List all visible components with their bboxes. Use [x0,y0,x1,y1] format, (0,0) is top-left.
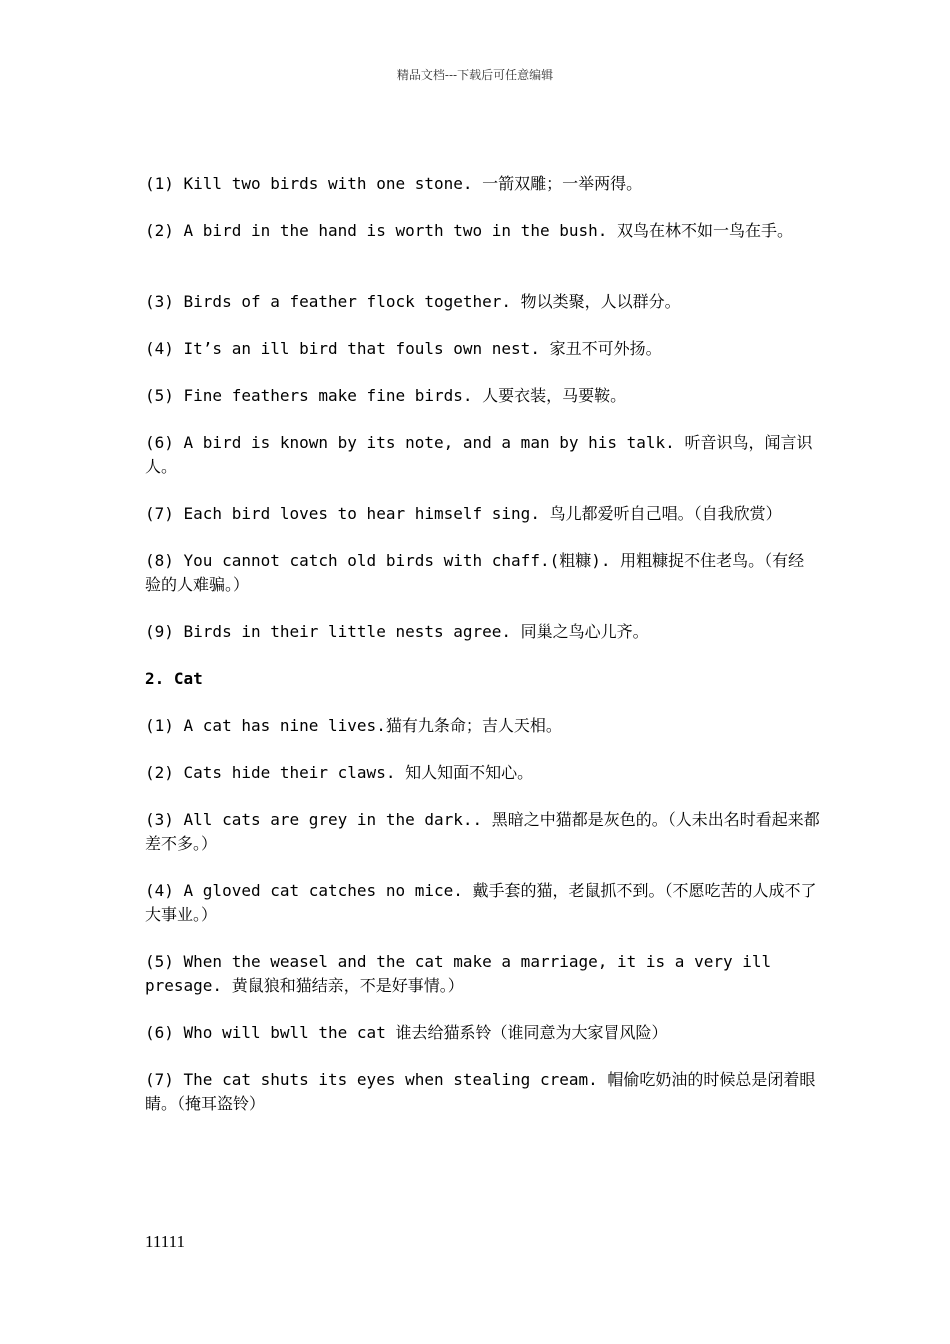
proverb-item: (1) A cat has nine lives.猫有九条命；吉人天相。 [145,716,562,735]
document-body [145,172,820,1139]
proverb-item: (6) Who will bwll the cat 谁去给猫系铃（谁同意为大家冒风险） [145,1023,668,1042]
proverb-item: (2) A bird in the hand is worth two in the bush. 双鸟在林不如一鸟在手。 [145,221,794,240]
proverb-item: (4) A gloved cat catches no mice. 戴手套的猫，老鼠抓不到。（不愿吃苦的人成不了大事业。） [145,881,817,924]
proverb-item: (3) All cats are grey in the dark.. 黑暗之中猫都是灰色的。（人未出名时看起来都差不多。） [145,810,820,853]
proverb-item: (5) Fine feathers make fine birds. 人要衣装，马要鞍。 [145,386,627,405]
proverb-item: (1) Kill two birds with one stone. 一箭双雕；一举两得。 [145,174,643,193]
proverb-item: (7) The cat shuts its eyes when stealing cream. 帽偷吃奶油的时候总是闭着眼睛。（掩耳盗铃） [145,1070,816,1113]
section-heading-cat: 2. Cat [145,669,203,688]
proverb-item: (5) When the weasel and the cat make a marriage, it is a very ill presage. 黄鼠狼和猫结亲，不是好事情。） [145,952,772,995]
proverb-item: (9) Birds in their little nests agree. 同巢之鸟心儿齐。 [145,622,649,641]
proverb-item: (8) You cannot catch old birds with chaff.(粗糠). 用粗糠捉不住老鸟。（有经验的人难骗。） [145,551,805,594]
proverb-item: (7) Each bird loves to hear himself sing. 鸟儿都爱听自己唱。（自我欣赏） [145,504,782,523]
proverb-item: (3) Birds of a feather flock together. 物以类聚，人以群分。 [145,292,681,311]
proverb-item: (6) A bird is known by its note, and a man by his talk. 听音识鸟，闻言识人。 [145,433,813,476]
proverb-item: (2) Cats hide their claws. 知人知面不知心。 [145,763,534,782]
proverb-item: (4) It’s an ill bird that fouls own nest. 家丑不可外扬。 [145,339,662,358]
page-header: 精品文档---下载后可任意编辑 [396,68,554,82]
page-number: 11111 [145,1232,185,1251]
